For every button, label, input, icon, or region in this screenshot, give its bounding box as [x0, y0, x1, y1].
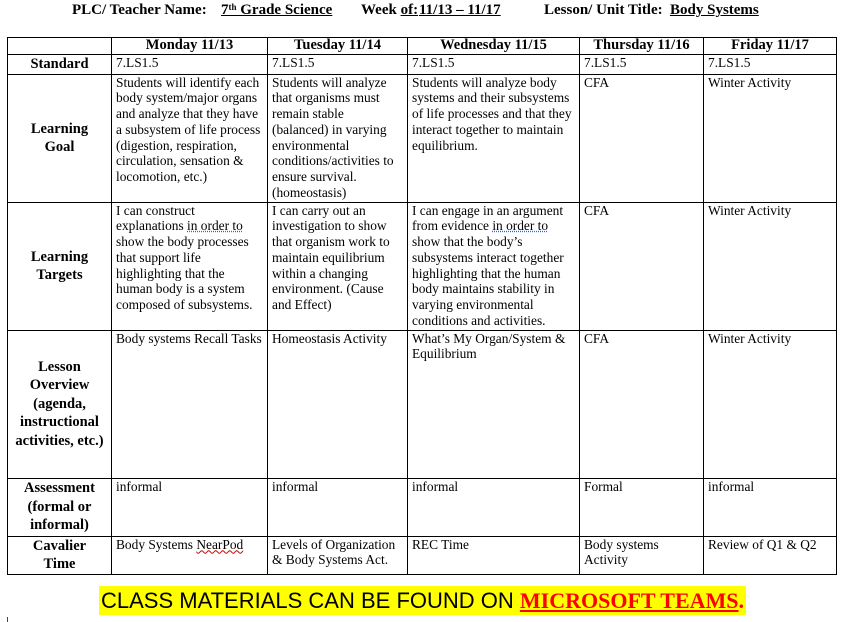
- day-header-friday: Friday 11/17: [704, 38, 837, 55]
- row-label-learning-targets: Learning Targets: [8, 202, 112, 330]
- day-header-row: [8, 38, 837, 55]
- row-label-cavalier-time: Cavalier Time: [8, 536, 112, 574]
- table-row-learning-goal: [8, 74, 837, 202]
- microsoft-teams-link-text: MICROSOFT TEAMS: [519, 588, 739, 613]
- assessment-cell-tuesday: informal: [268, 478, 408, 536]
- corner-cell: [8, 38, 112, 55]
- goal-cell-wednesday: Students will analyze body systems and their subsystems of life processes and that they interact together to maintain equilibrium.: [408, 74, 580, 202]
- overview-cell-friday: Winter Activity: [704, 330, 837, 478]
- targets-cell-wednesday: I can engage in an argument from evidence in order to show that the body’s subsystems interact together highlighting that the human body maintains stability in varying environmental conditions and activities.: [408, 202, 580, 330]
- assessment-cell-wednesday: informal: [408, 478, 580, 536]
- standard-cell-wednesday: 7.LS1.5: [408, 55, 580, 75]
- assessment-cell-friday: informal: [704, 478, 837, 536]
- lesson-title-label: Lesson/ Unit Title:: [544, 2, 663, 18]
- cavalier-cell-friday: Review of Q1 & Q2: [704, 536, 837, 574]
- targets-cell-monday: I can construct explanations in order to show the body processes that support life highlighting that the human body is a system composed of subsystems.: [112, 202, 268, 330]
- table-row-cavalier-time: [8, 536, 837, 574]
- overview-cell-thursday: CFA: [580, 330, 704, 478]
- goal-cell-thursday: CFA: [580, 74, 704, 202]
- row-label-standard: Standard: [8, 55, 112, 75]
- day-header-thursday: Thursday 11/16: [580, 38, 704, 55]
- targets-cell-friday: Winter Activity: [704, 202, 837, 330]
- table-row-learning-targets: [8, 202, 837, 330]
- cavalier-cell-monday: Body Systems NearPod: [112, 536, 268, 574]
- assessment-cell-thursday: Formal: [580, 478, 704, 536]
- class-materials-notice: [0, 588, 845, 614]
- row-label-assessment: Assessment (formal or informal): [8, 478, 112, 536]
- teacher-name-value: 7th Grade Science: [221, 2, 333, 18]
- overview-cell-tuesday: Homeostasis Activity: [268, 330, 408, 478]
- standard-cell-friday: 7.LS1.5: [704, 55, 837, 75]
- overview-cell-monday: Body systems Recall Tasks: [112, 330, 268, 478]
- lesson-plan-table: [7, 37, 837, 575]
- teacher-name-label: PLC/ Teacher Name:: [72, 2, 207, 18]
- table-row-assessment: [8, 478, 837, 536]
- cavalier-cell-wednesday: REC Time: [408, 536, 580, 574]
- table-row-lesson-overview: [8, 330, 837, 478]
- cavalier-cell-tuesday: Levels of Organization & Body Systems Act.: [268, 536, 408, 574]
- table-row-standard: [8, 55, 837, 75]
- assessment-cell-monday: informal: [112, 478, 268, 536]
- week-value: 11/13 – 11/17: [419, 2, 501, 18]
- targets-cell-thursday: CFA: [580, 202, 704, 330]
- day-header-monday: Monday 11/13: [112, 38, 268, 55]
- notice-highlight: CLASS MATERIALS CAN BE FOUND ON MICROSOFT TEAMS.: [100, 588, 745, 613]
- standard-cell-tuesday: 7.LS1.5: [268, 55, 408, 75]
- standard-cell-monday: 7.LS1.5: [112, 55, 268, 75]
- row-label-lesson-overview: Lesson Overview (agenda, instructional activities, etc.): [8, 330, 112, 478]
- cavalier-cell-thursday: Body systems Activity: [580, 536, 704, 574]
- goal-cell-friday: Winter Activity: [704, 74, 837, 202]
- week-label: Week of:: [361, 2, 419, 18]
- lesson-title-value: Body Systems: [670, 2, 759, 18]
- day-header-tuesday: Tuesday 11/14: [268, 38, 408, 55]
- targets-cell-tuesday: I can carry out an investigation to show that organism work to maintain equilibrium within a changing environment. (Cause and Effect): [268, 202, 408, 330]
- goal-cell-tuesday: Students will analyze that organisms must remain stable (balanced) in varying environmental conditions/activities to ensure survival. (homeostasis): [268, 74, 408, 202]
- document-header: [0, 0, 845, 24]
- page-margin-marker: [7, 617, 8, 622]
- day-header-wednesday: Wednesday 11/15: [408, 38, 580, 55]
- overview-cell-wednesday: What’s My Organ/System & Equilibrium: [408, 330, 580, 478]
- row-label-learning-goal: Learning Goal: [8, 74, 112, 202]
- standard-cell-thursday: 7.LS1.5: [580, 55, 704, 75]
- goal-cell-monday: Students will identify each body system/major organs and analyze that they have a subsystem of life process (digestion, respiration, circulation, sensation & locomotion, etc.): [112, 74, 268, 202]
